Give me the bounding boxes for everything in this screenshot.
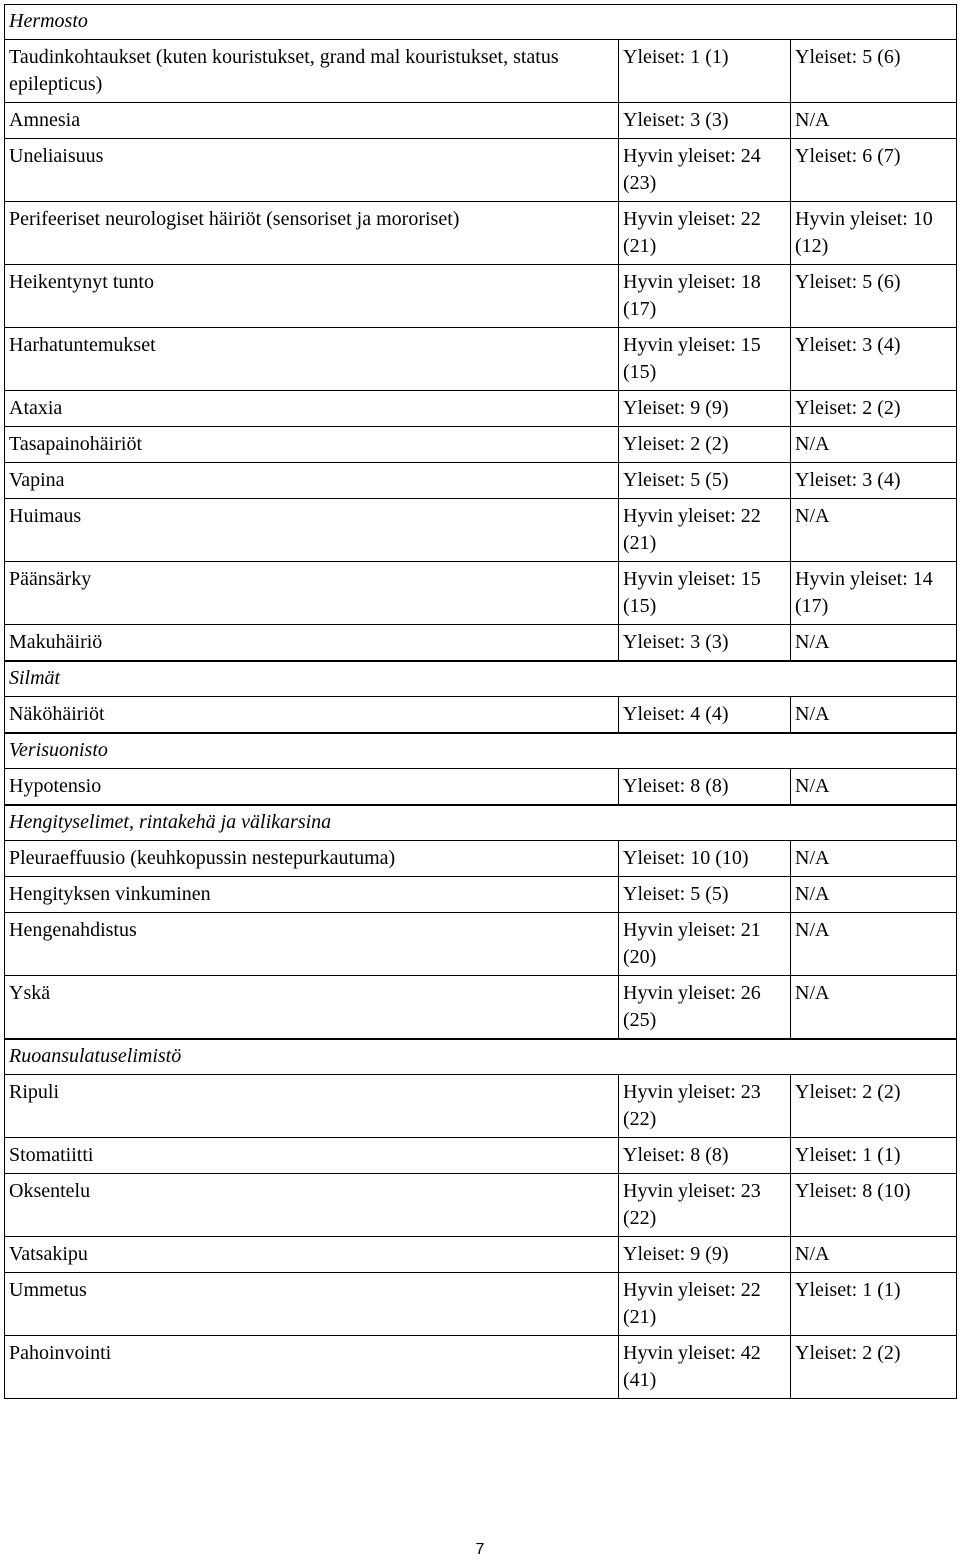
table-row: [5, 877, 957, 913]
reaction-label-cell: Päänsärky: [5, 562, 619, 625]
frequency-cell-b: N/A: [791, 499, 957, 562]
frequency-cell-a: Hyvin yleiset: 42 (41): [619, 1336, 791, 1399]
frequency-cell-a: Yleiset: 1 (1): [619, 40, 791, 103]
adverse-reactions-table: [4, 4, 957, 1399]
reaction-label-cell: Vatsakipu: [5, 1237, 619, 1273]
frequency-cell-b: N/A: [791, 103, 957, 139]
reaction-label-cell: Perifeeriset neurologiset häiriöt (sensoriset ja mororiset): [5, 202, 619, 265]
frequency-cell-b: N/A: [791, 769, 957, 806]
frequency-cell-a: Hyvin yleiset: 21 (20): [619, 913, 791, 976]
frequency-cell-a: Hyvin yleiset: 22 (21): [619, 202, 791, 265]
reaction-label-cell: Pleuraeffuusio (keuhkopussin nestepurkautuma): [5, 841, 619, 877]
frequency-cell-a: Hyvin yleiset: 22 (21): [619, 1273, 791, 1336]
page-number: 7: [475, 1541, 485, 1558]
reaction-label-cell: Yskä: [5, 976, 619, 1040]
reaction-label-cell: Taudinkohtaukset (kuten kouristukset, grand mal kouristukset, status epilepticus): [5, 40, 619, 103]
frequency-cell-b: Yleiset: 3 (4): [791, 463, 957, 499]
table-row: [5, 1237, 957, 1273]
frequency-cell-a: Yleiset: 5 (5): [619, 877, 791, 913]
frequency-cell-b: N/A: [791, 976, 957, 1040]
table-row: [5, 40, 957, 103]
frequency-cell-a: Yleiset: 4 (4): [619, 697, 791, 734]
reaction-label-cell: Pahoinvointi: [5, 1336, 619, 1399]
table-row: [5, 1336, 957, 1399]
reaction-label-cell: Heikentynyt tunto: [5, 265, 619, 328]
frequency-cell-b: Yleiset: 3 (4): [791, 328, 957, 391]
reaction-label-cell: Tasapainohäiriöt: [5, 427, 619, 463]
frequency-cell-b: Yleiset: 5 (6): [791, 40, 957, 103]
frequency-cell-b: Hyvin yleiset: 14 (17): [791, 562, 957, 625]
frequency-cell-a: Hyvin yleiset: 23 (22): [619, 1174, 791, 1237]
section-header-row: [5, 733, 957, 769]
frequency-cell-a: Hyvin yleiset: 24 (23): [619, 139, 791, 202]
frequency-cell-b: Yleiset: 2 (2): [791, 1336, 957, 1399]
frequency-cell-a: Yleiset: 5 (5): [619, 463, 791, 499]
frequency-cell-b: Yleiset: 8 (10): [791, 1174, 957, 1237]
frequency-cell-a: Yleiset: 9 (9): [619, 1237, 791, 1273]
table-row: [5, 1075, 957, 1138]
table-row: [5, 328, 957, 391]
reaction-label-cell: Ummetus: [5, 1273, 619, 1336]
table-row: [5, 625, 957, 662]
frequency-cell-b: Yleiset: 2 (2): [791, 391, 957, 427]
table-row: [5, 562, 957, 625]
table-row: [5, 139, 957, 202]
section-header-row: [5, 661, 957, 697]
reaction-label-cell: Huimaus: [5, 499, 619, 562]
frequency-cell-b: N/A: [791, 913, 957, 976]
frequency-cell-b: N/A: [791, 697, 957, 734]
section-title: Hermosto: [5, 5, 957, 40]
section-title: Hengityselimet, rintakehä ja välikarsina: [5, 805, 957, 841]
frequency-cell-b: Hyvin yleiset: 10 (12): [791, 202, 957, 265]
frequency-cell-a: Yleiset: 8 (8): [619, 769, 791, 806]
table-row: [5, 697, 957, 734]
section-header-row: [5, 805, 957, 841]
frequency-cell-b: N/A: [791, 427, 957, 463]
table-row: [5, 841, 957, 877]
frequency-cell-a: Yleiset: 8 (8): [619, 1138, 791, 1174]
frequency-cell-a: Hyvin yleiset: 15 (15): [619, 562, 791, 625]
reaction-label-cell: Vapina: [5, 463, 619, 499]
table-row: [5, 976, 957, 1040]
section-header-row: [5, 1039, 957, 1075]
reaction-label-cell: Uneliaisuus: [5, 139, 619, 202]
reaction-label-cell: Ataxia: [5, 391, 619, 427]
reaction-label-cell: Stomatiitti: [5, 1138, 619, 1174]
frequency-cell-a: Hyvin yleiset: 22 (21): [619, 499, 791, 562]
table-row: [5, 265, 957, 328]
reaction-label-cell: Näköhäiriöt: [5, 697, 619, 734]
reaction-label-cell: Ripuli: [5, 1075, 619, 1138]
table-row: [5, 499, 957, 562]
frequency-cell-a: Yleiset: 2 (2): [619, 427, 791, 463]
table-row: [5, 463, 957, 499]
frequency-cell-a: Yleiset: 10 (10): [619, 841, 791, 877]
table-row: [5, 1273, 957, 1336]
frequency-cell-a: Yleiset: 3 (3): [619, 625, 791, 662]
reaction-label-cell: Oksentelu: [5, 1174, 619, 1237]
frequency-cell-b: N/A: [791, 841, 957, 877]
frequency-cell-b: Yleiset: 2 (2): [791, 1075, 957, 1138]
frequency-cell-a: Yleiset: 3 (3): [619, 103, 791, 139]
table-row: [5, 202, 957, 265]
reaction-label-cell: Makuhäiriö: [5, 625, 619, 662]
frequency-cell-a: Hyvin yleiset: 18 (17): [619, 265, 791, 328]
frequency-cell-a: Hyvin yleiset: 15 (15): [619, 328, 791, 391]
table-row: [5, 769, 957, 806]
section-title: Verisuonisto: [5, 733, 957, 769]
frequency-cell-b: N/A: [791, 625, 957, 662]
table-row: [5, 391, 957, 427]
frequency-cell-a: Yleiset: 9 (9): [619, 391, 791, 427]
frequency-cell-b: Yleiset: 6 (7): [791, 139, 957, 202]
frequency-cell-b: Yleiset: 1 (1): [791, 1273, 957, 1336]
table-row: [5, 913, 957, 976]
frequency-cell-a: Hyvin yleiset: 26 (25): [619, 976, 791, 1040]
frequency-cell-a: Hyvin yleiset: 23 (22): [619, 1075, 791, 1138]
frequency-cell-b: Yleiset: 5 (6): [791, 265, 957, 328]
table-row: [5, 1138, 957, 1174]
table-row: [5, 427, 957, 463]
table-body: [5, 5, 957, 1399]
reaction-label-cell: Hengityksen vinkuminen: [5, 877, 619, 913]
reaction-label-cell: Harhatuntemukset: [5, 328, 619, 391]
section-title: Ruoansulatuselimistö: [5, 1039, 957, 1075]
table-row: [5, 1174, 957, 1237]
frequency-cell-b: N/A: [791, 877, 957, 913]
section-header-row: [5, 5, 957, 40]
reaction-label-cell: Hengenahdistus: [5, 913, 619, 976]
reaction-label-cell: Amnesia: [5, 103, 619, 139]
section-title: Silmät: [5, 661, 957, 697]
frequency-cell-b: Yleiset: 1 (1): [791, 1138, 957, 1174]
table-row: [5, 103, 957, 139]
reaction-label-cell: Hypotensio: [5, 769, 619, 806]
frequency-cell-b: N/A: [791, 1237, 957, 1273]
